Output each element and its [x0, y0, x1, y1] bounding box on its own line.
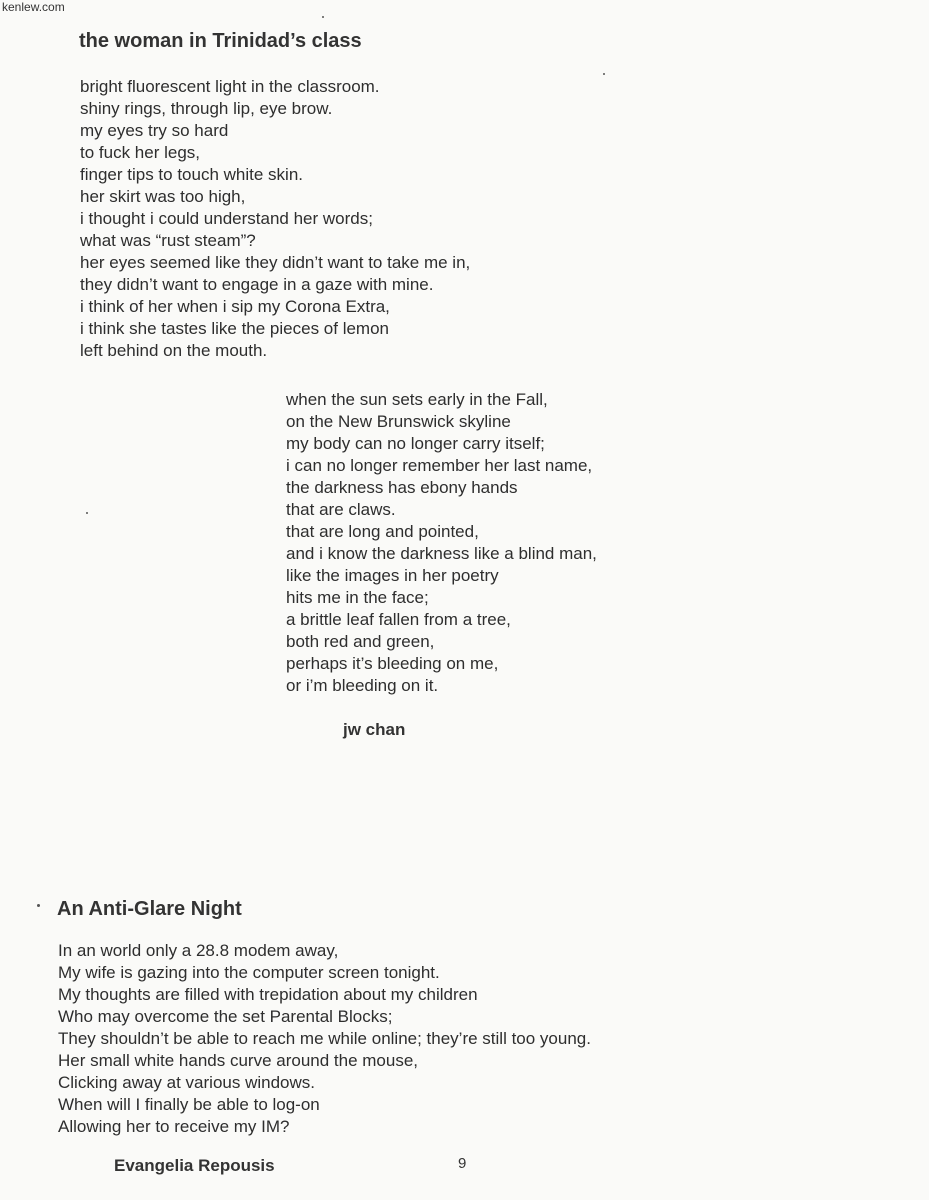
poem-line: that are claws.: [286, 500, 396, 519]
poem-line: like the images in her poetry: [286, 566, 499, 585]
poem-line: left behind on the mouth.: [80, 341, 268, 360]
poem1-author: jw chan: [343, 720, 406, 739]
poem2-author: Evangelia Repousis: [114, 1156, 275, 1175]
poem-line: i can no longer remember her last name,: [286, 456, 593, 475]
poem-line: When will I finally be able to log-on: [58, 1095, 320, 1114]
poem1-title: the woman in Trinidad’s class: [79, 30, 362, 52]
poem-line: that are long and pointed,: [286, 522, 479, 541]
poem-line: what was “rust steam”?: [80, 231, 256, 250]
page-number: 9: [458, 1155, 467, 1172]
poem2-title: An Anti-Glare Night: [57, 898, 242, 920]
poem-line: on the New Brunswick skyline: [286, 412, 511, 431]
watermark: kenlew.com: [2, 0, 65, 14]
scan-speck: [603, 73, 605, 75]
poem-line: Her small white hands curve around the mouse,: [58, 1051, 419, 1070]
poem-line: they didn’t want to engage in a gaze with mine.: [80, 275, 434, 294]
poem-line: My thoughts are filled with trepidation about my children: [58, 985, 478, 1004]
poem-line: bright fluorescent light in the classroom.: [80, 77, 380, 96]
poem-line: i think she tastes like the pieces of lemon: [80, 319, 389, 338]
poem1-stanza2: [286, 389, 597, 697]
poem-line: finger tips to touch white skin.: [80, 165, 304, 184]
poem-line: i think of her when i sip my Corona Extra,: [80, 297, 390, 316]
poem1-stanza1: [80, 76, 470, 362]
scan-speck: [322, 16, 324, 18]
poem-line: or i’m bleeding on it.: [286, 676, 439, 695]
poem-line: and i know the darkness like a blind man,: [286, 544, 597, 563]
scan-speck: [86, 512, 88, 514]
poem-line: i thought i could understand her words;: [80, 209, 373, 228]
poem-line: to fuck her legs,: [80, 143, 201, 162]
poem-line: They shouldn’t be able to reach me while online; they’re still too young.: [58, 1029, 591, 1048]
poem-line: both red and green,: [286, 632, 435, 651]
poem-line: perhaps it’s bleeding on me,: [286, 654, 499, 673]
poem-line: Clicking away at various windows.: [58, 1073, 315, 1092]
poem-line: my body can no longer carry itself;: [286, 434, 545, 453]
poem-line: shiny rings, through lip, eye brow.: [80, 99, 333, 118]
poem-line: my eyes try so hard: [80, 121, 229, 140]
scan-speck: [37, 904, 40, 907]
poem-line: when the sun sets early in the Fall,: [286, 390, 548, 409]
poem-line: Allowing her to receive my IM?: [58, 1117, 290, 1136]
poem-line: a brittle leaf fallen from a tree,: [286, 610, 511, 629]
poem2-stanza1: [58, 940, 591, 1138]
poem-line: her eyes seemed like they didn’t want to take me in,: [80, 253, 471, 272]
poem-line: In an world only a 28.8 modem away,: [58, 941, 339, 960]
poem-line: the darkness has ebony hands: [286, 478, 518, 497]
poem-line: her skirt was too high,: [80, 187, 246, 206]
poem-line: Who may overcome the set Parental Blocks;: [58, 1007, 393, 1026]
poem-line: My wife is gazing into the computer screen tonight.: [58, 963, 440, 982]
poem-line: hits me in the face;: [286, 588, 429, 607]
